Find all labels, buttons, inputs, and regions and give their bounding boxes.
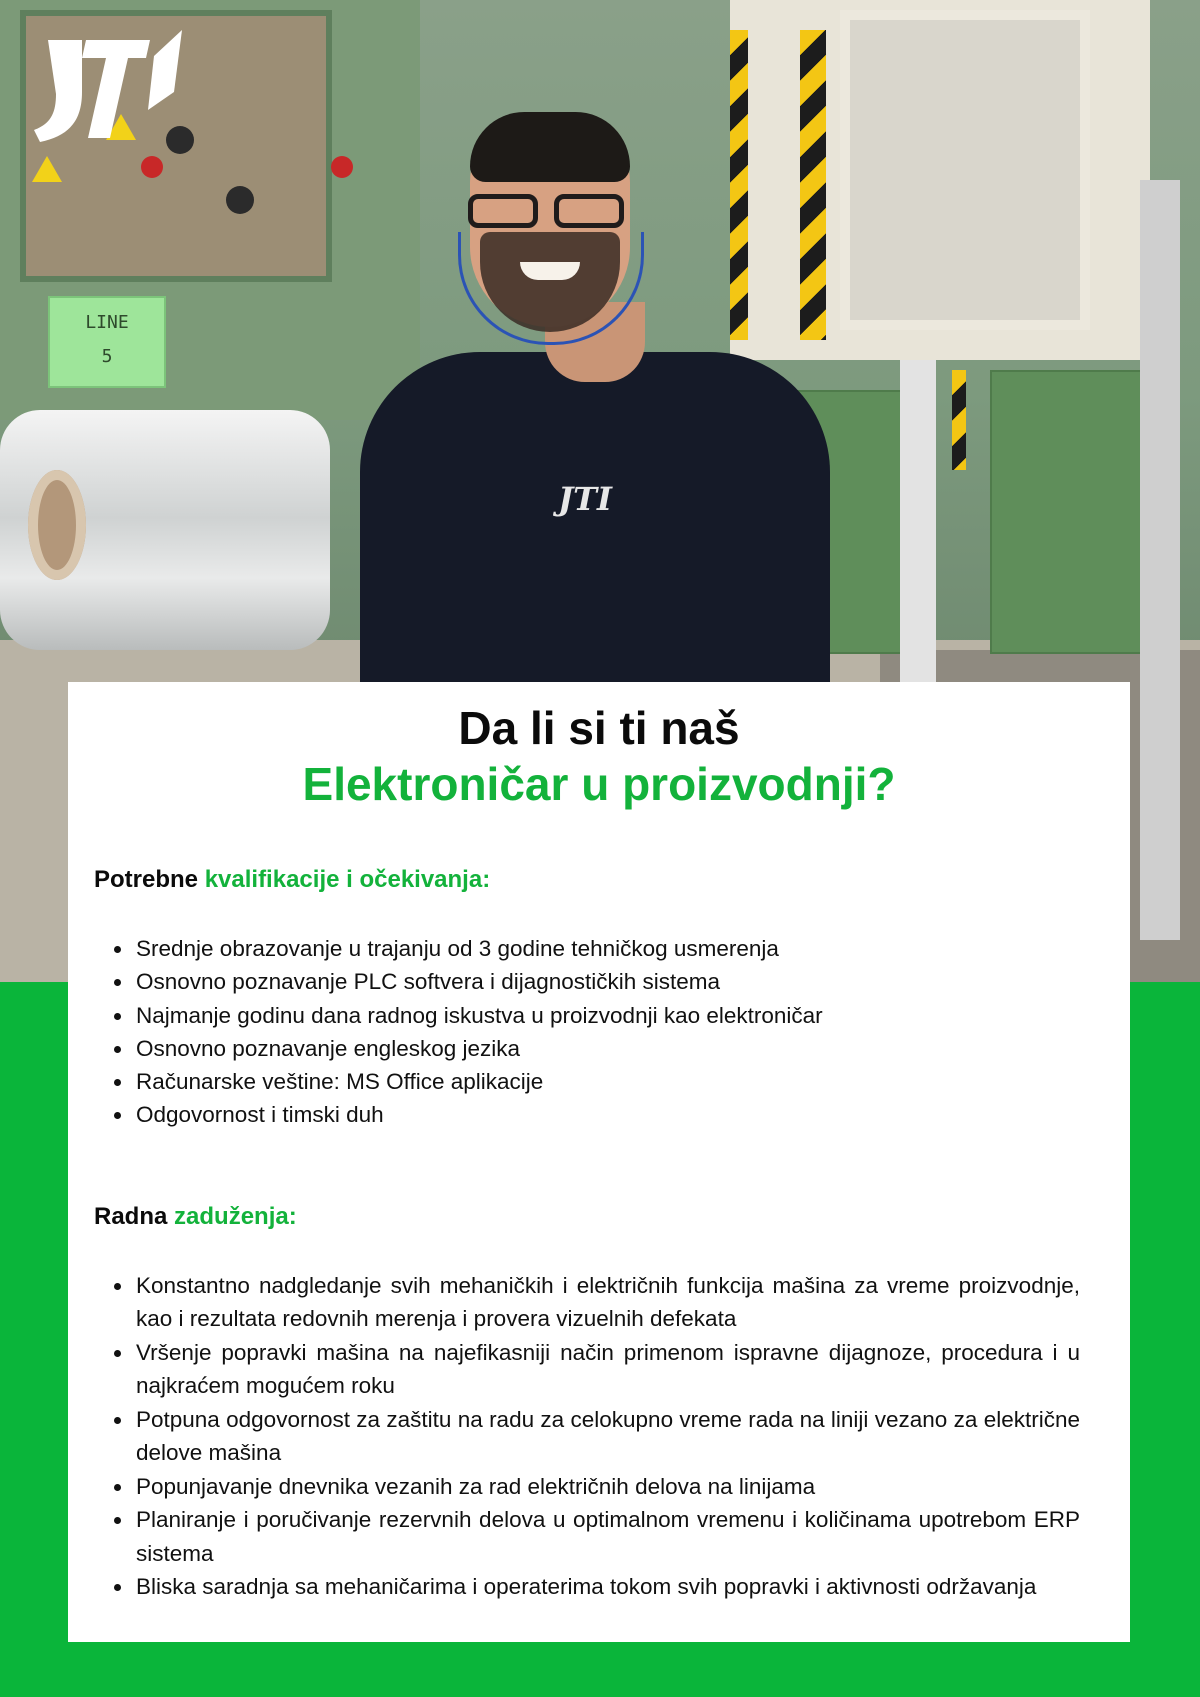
list-item: • Računarske veštine: MS Office aplikacije (134, 1065, 1080, 1098)
qualifications-list (94, 932, 1080, 1132)
glasses (468, 194, 638, 234)
list-item: • Srednje obrazovanje u trajanju od 3 godine tehničkog usmerenja (134, 932, 1080, 965)
responsibilities-list (94, 1269, 1080, 1604)
job-card (68, 682, 1130, 1642)
line-sign (48, 296, 166, 388)
list-item: • Popunjavanje dnevnika vezanih za rad električnih delova na linijama (134, 1470, 1080, 1504)
jti-logo (30, 26, 200, 146)
list-item: • Potpuna odgovornost za zaštitu na radu za celokupno vreme rada na liniji vezano za električne delove mašina (134, 1403, 1080, 1470)
list-item: • Osnovno poznavanje engleskog jezika (134, 1032, 1080, 1065)
green-cabinet (990, 370, 1144, 654)
list-item: • Vršenje popravki mašina na najefikasniji način primenom ispravne dijagnoze, procedura i u najkraćem mogućem roku (134, 1336, 1080, 1403)
list-item: • Odgovornost i timski duh (134, 1098, 1080, 1131)
employee-portrait (360, 112, 830, 682)
foil-roll-core (28, 470, 86, 580)
list-item: • Konstantno nadgledanje svih mehaničkih i električnih funkcija mašina za vreme proizvodnje, kao i rezultata redovnih merenja i provera vizuelnih defekata (134, 1269, 1080, 1336)
hazard-stripe (952, 370, 966, 470)
qualifications-heading-accent: kvalifikacije i očekivanja: (204, 866, 491, 893)
job-title: Elektroničar u proizvodnji? (302, 758, 896, 810)
responsibilities-heading (94, 1201, 1080, 1233)
metal-rail (1140, 180, 1180, 940)
shirt-logo: JTI (558, 480, 612, 518)
line-sign-label: LINE (85, 312, 129, 333)
list-item: • Osnovno poznavanje PLC softvera i dijagnostičkih sistema (134, 965, 1080, 998)
list-item: • Bliska saradnja sa mehaničarima i operaterima tokom svih popravki i aktivnosti održavanja (134, 1570, 1080, 1604)
responsibilities-heading-accent: zaduženja: (174, 1202, 297, 1230)
list-item: • Najmanje godinu dana radnog iskustva u proizvodnji kao elektroničar (134, 999, 1080, 1032)
list-item: • Planiranje i poručivanje rezervnih delova u optimalnom vremenu i količinama upotrebom ERP sistema (134, 1503, 1080, 1570)
qualifications-heading (94, 864, 1080, 896)
responsibilities-heading-plain: Radna (94, 1202, 168, 1230)
page-title: Da li si ti naš (458, 702, 740, 754)
qualifications-heading-plain: Potrebne (94, 866, 199, 893)
line-sign-number: 5 (101, 346, 113, 367)
